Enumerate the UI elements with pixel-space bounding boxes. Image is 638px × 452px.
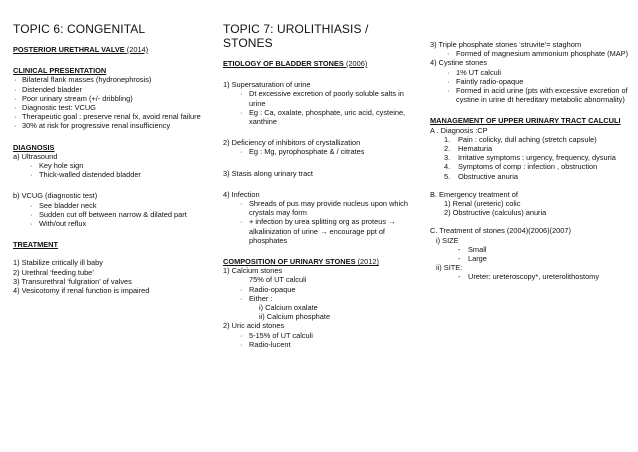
item-text: Small <box>468 244 487 254</box>
diag-ultrasound: a) Ultrasound <box>13 151 58 161</box>
list-item: 3) Transurethral ‘fulgration’ of valves <box>13 276 132 286</box>
list-item: ii) SITE: <box>436 263 463 273</box>
item-text: Pain : colicky, dull aching (stretch capsule) <box>458 134 597 144</box>
list-item: · Radio-opaque <box>223 285 413 294</box>
item-number: 4. <box>444 162 451 172</box>
list-item: · Formed of magnesium ammonium phosphate (MAP) <box>430 49 630 58</box>
list-item: · Thick-walled distended bladder <box>13 170 213 179</box>
list-item: 3) Triple phosphate stones ‘struvite’= staghorn <box>430 40 582 49</box>
list-item: 3) Stasis along urinary tract <box>223 168 313 178</box>
item-text: Hematuria <box>458 144 493 154</box>
list-item: B. Emergency treatment of <box>430 189 518 199</box>
item-number: 2. <box>444 144 451 154</box>
topic-6-title: TOPIC 6: CONGENITAL <box>13 22 146 36</box>
list-item: 2) Uric acid stones <box>223 321 285 331</box>
item-number: 3. <box>444 153 451 163</box>
etiology-heading-year: (2006) <box>345 59 368 68</box>
item-text: Ureter: ureteroscopy*, ureterolithostomy <box>468 272 600 282</box>
composition-heading <box>223 257 413 266</box>
clinical-heading: CLINICAL PRESENTATION <box>13 66 107 76</box>
list-item: 4) Cystine stones <box>430 58 488 68</box>
list-item: 2) Obstructive (calculus) anuria <box>444 208 547 218</box>
list-item: 1) Renal (ureteric) colic <box>444 199 521 209</box>
list-item: · + infection by urea splitting org as proteus → alkalinization of urine → encourage ppt of phosphates <box>223 217 413 245</box>
column-congenital <box>13 0 213 295</box>
list-item: · Dt excessive excretion of poorly soluble salts in urine <box>223 89 413 107</box>
list-item <box>444 153 630 162</box>
list-item: · 1% UT calculi <box>430 68 630 77</box>
list-item: · Faintly radio-opaque <box>430 77 630 86</box>
list-item: C. Treatment of stones (2004)(2006)(2007) <box>430 226 571 236</box>
list-item: 4) Vesicotomy if renal function is impaired <box>13 286 150 296</box>
list-item: 1) Supersaturation of urine <box>223 80 311 90</box>
list-item: · Bilateral flank masses (hydronephrosis) <box>13 75 213 84</box>
list-item: i) Calcium oxalate <box>259 303 318 313</box>
item-text: Irritative symptoms : urgency, frequency, dysuria <box>458 153 616 163</box>
item-number: 1. <box>444 134 451 144</box>
list-item: · Shreads of pus may provide nucleus upon which crystals may form <box>223 199 413 217</box>
management-heading: MANAGEMENT OF UPPER URINARY TRACT CALCULI <box>430 116 621 126</box>
list-item <box>444 144 630 153</box>
list-item: · 5-15% of UT calculi <box>223 331 413 340</box>
diagnosis-heading: DIAGNOSIS <box>13 142 55 152</box>
list-item: A . Diagnosis :CP <box>430 125 488 135</box>
treatment-heading: TREATMENT <box>13 240 59 250</box>
topic-7-title: TOPIC 7: UROLITHIASIS / STONES <box>223 22 369 50</box>
column-management <box>430 40 630 282</box>
list-item: · Diagnostic test: VCUG <box>13 103 213 112</box>
item-text: Large <box>468 254 487 264</box>
list-item: · 30% at risk for progressive renal insufficiency <box>13 121 213 130</box>
list-item: 2) Urethral ‘feeding tube’ <box>13 267 94 277</box>
list-item: · Formed in acid urine (pts with excessive excretion of cystine in urine dt hereditary metabolic abnormality) <box>430 86 630 104</box>
list-item: i) SIZE <box>436 235 459 245</box>
composition-heading-year: (2012) <box>357 257 379 267</box>
list-item: · Eg : Ca, oxalate, phosphate, uric acid, cysteine, xanthine <box>223 108 413 126</box>
diag-vcug: b) VCUG (diagnostic test) <box>13 191 98 201</box>
item-text: Symptoms of comp : infection , obstruction <box>458 162 598 172</box>
etiology-heading <box>223 59 413 68</box>
list-item <box>444 162 630 171</box>
item-number: 5. <box>444 171 451 181</box>
list-item: ii) Calcium phosphate <box>259 312 331 322</box>
column-urolithiasis <box>223 0 413 349</box>
list-item: 1) Calcium stones <box>223 266 283 276</box>
list-item: · Therapeutic goal : preserve renal fx, avoid renal failure <box>13 112 213 121</box>
list-item: - Small <box>458 244 487 254</box>
list-item: 2) Deficiency of inhibitors of crystallization <box>223 138 361 148</box>
list-item: - Ureter: ureteroscopy*, ureterolithostomy <box>458 272 600 282</box>
puv-heading-year: (2014) <box>126 45 149 54</box>
list-item <box>444 135 630 144</box>
list-item: · With/out reflux <box>13 219 213 228</box>
puv-heading <box>13 45 213 54</box>
etiology-heading-text: ETIOLOGY OF BLADDER STONES <box>223 59 344 68</box>
item-text: Obstructive anuria <box>458 171 518 181</box>
list-item: 1) Stabilize critically ill baby <box>13 258 103 268</box>
list-item: - Large <box>458 254 487 264</box>
list-item: · Distended bladder <box>13 85 213 94</box>
list-item <box>444 172 630 181</box>
composition-heading-text: COMPOSITION OF URINARY STONES <box>223 257 356 267</box>
list-item: · Either : <box>223 294 413 303</box>
list-item: · Eg : Mg, pyrophosphate & / citrates <box>223 147 413 156</box>
list-item: · Key hole sign <box>13 161 213 170</box>
list-item: 4) Infection <box>223 189 260 199</box>
puv-heading-text: POSTERIOR URETHRAL VALVE <box>13 45 125 54</box>
list-item: 75% of UT calculi <box>249 275 307 285</box>
list-item: · Radio-lucent <box>223 340 413 349</box>
list-item: · Sudden cut off between narrow & dilated part <box>13 210 213 219</box>
list-item: · Poor urinary stream (+/- dribbling) <box>13 94 213 103</box>
list-item: · See bladder neck <box>13 201 213 210</box>
